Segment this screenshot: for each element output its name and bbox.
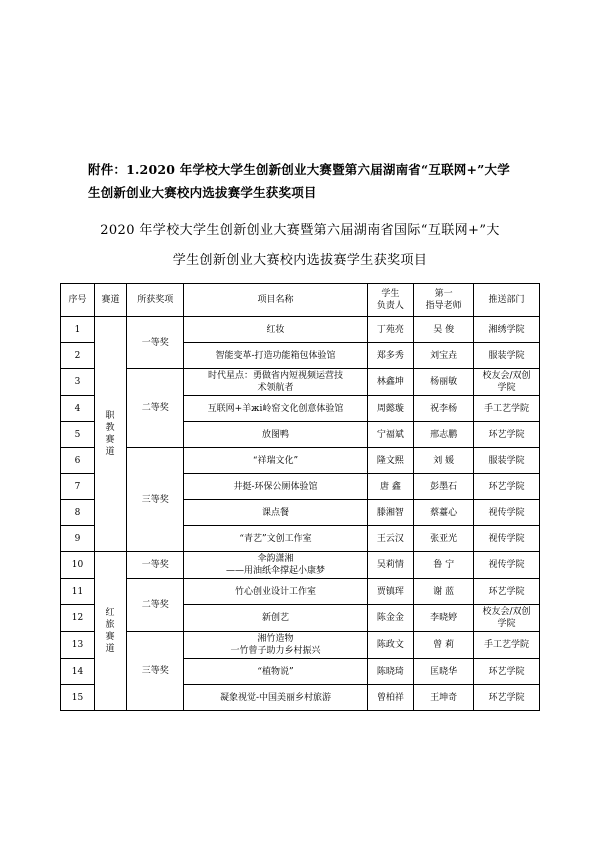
cell-teacher: 彭墨石 bbox=[414, 474, 474, 500]
cell-project-line2: 一竹曾子助力乡村振兴 bbox=[230, 646, 321, 656]
cell-teacher: 张亚光 bbox=[414, 526, 474, 552]
cell-project-line1: 伞韵潇湘 bbox=[257, 554, 294, 564]
cell-no: 8 bbox=[61, 500, 95, 526]
cell-no: 12 bbox=[61, 605, 95, 632]
cell-teacher: 李晓婷 bbox=[414, 605, 474, 632]
cell-project: 放图鸭 bbox=[184, 422, 367, 448]
cell-teacher: 蔡薹心 bbox=[414, 500, 474, 526]
cell-dept bbox=[473, 605, 539, 632]
table-body bbox=[61, 317, 540, 711]
cell-teacher: 吴 俊 bbox=[414, 317, 474, 343]
cell-teacher: 王坤奇 bbox=[414, 685, 474, 711]
cell-leader: 吴莉情 bbox=[367, 552, 414, 579]
cell-prize: 一等奖 bbox=[126, 552, 183, 579]
cell-dept: 服装学院 bbox=[473, 448, 539, 474]
cell-no: 6 bbox=[61, 448, 95, 474]
cell-teacher: 杨丽敏 bbox=[414, 369, 474, 396]
cell-dept-line2: 学院 bbox=[497, 383, 516, 393]
table-header-row bbox=[61, 284, 540, 317]
cell-project: 课点餐 bbox=[184, 500, 367, 526]
cell-project bbox=[184, 369, 367, 396]
cell-prize: 三等奖 bbox=[126, 632, 183, 711]
cell-teacher: 曾 莉 bbox=[414, 632, 474, 659]
header-leader-line1: 学生 bbox=[381, 289, 400, 299]
cell-dept: 环艺学院 bbox=[473, 685, 539, 711]
cell-prize: 二等奖 bbox=[126, 369, 183, 448]
cell-prize: 一等奖 bbox=[126, 317, 183, 369]
document-title-line1: 2020 年学校大学生创新创业大赛暨第六届湖南省国际“互联网+”大 bbox=[100, 223, 500, 238]
cell-teacher: 鲁 宁 bbox=[414, 552, 474, 579]
cell-project: 互联网+羊жі岭窑文化创意体验馆 bbox=[184, 396, 367, 422]
cell-dept: 视传学院 bbox=[473, 500, 539, 526]
cell-project: “祥瑞文化” bbox=[184, 448, 367, 474]
awards-table bbox=[60, 283, 540, 711]
cell-project: 凝象视觉-中国美丽乡村旅游 bbox=[184, 685, 367, 711]
header-no: 序号 bbox=[61, 284, 95, 317]
cell-teacher: 刘 媛 bbox=[414, 448, 474, 474]
cell-project bbox=[184, 552, 367, 579]
table-row bbox=[61, 632, 540, 659]
header-track: 赛道 bbox=[95, 284, 127, 317]
cell-teacher: 刘宝垚 bbox=[414, 343, 474, 369]
cell-project: 井挺-环保公厕体验馆 bbox=[184, 474, 367, 500]
table-row bbox=[61, 369, 540, 396]
cell-project-line1: 湘竹造物 bbox=[257, 634, 294, 644]
cell-leader: 丁苑亮 bbox=[367, 317, 414, 343]
cell-dept bbox=[473, 369, 539, 396]
cell-dept: 手工艺学院 bbox=[473, 632, 539, 659]
cell-no: 10 bbox=[61, 552, 95, 579]
cell-dept-line1: 校友会/双创 bbox=[482, 607, 531, 617]
cell-leader: 隆文熙 bbox=[367, 448, 414, 474]
cell-teacher: 匡晓华 bbox=[414, 659, 474, 685]
cell-no: 4 bbox=[61, 396, 95, 422]
cell-leader: 滕湘智 bbox=[367, 500, 414, 526]
cell-track: 红 旅 赛 道 bbox=[95, 552, 127, 711]
cell-prize: 二等奖 bbox=[126, 579, 183, 632]
cell-project: 新创艺 bbox=[184, 605, 367, 632]
cell-project: 红妆 bbox=[184, 317, 367, 343]
cell-dept: 环艺学院 bbox=[473, 579, 539, 605]
cell-leader: 唐 鑫 bbox=[367, 474, 414, 500]
header-teacher-line2: 指导老师 bbox=[425, 301, 462, 311]
cell-dept: 湘绣学院 bbox=[473, 317, 539, 343]
cell-dept: 环艺学院 bbox=[473, 422, 539, 448]
cell-project: “植物说” bbox=[184, 659, 367, 685]
header-prize: 所获奖项 bbox=[126, 284, 183, 317]
header-leader bbox=[367, 284, 414, 317]
cell-no: 9 bbox=[61, 526, 95, 552]
cell-no: 2 bbox=[61, 343, 95, 369]
cell-no: 3 bbox=[61, 369, 95, 396]
cell-no: 11 bbox=[61, 579, 95, 605]
header-dept: 推送部门 bbox=[473, 284, 539, 317]
cell-leader: 林鑫坤 bbox=[367, 369, 414, 396]
cell-teacher: 谢 蓝 bbox=[414, 579, 474, 605]
cell-dept: 服装学院 bbox=[473, 343, 539, 369]
cell-dept: 环艺学院 bbox=[473, 659, 539, 685]
attachment-title: 附件：1.2020 年学校大学生创新创业大赛暨第六届湖南省“互联网+”大学生创新创业大赛校内选拔赛学生获奖项目 bbox=[88, 162, 510, 200]
cell-no: 1 bbox=[61, 317, 95, 343]
cell-project: 智能变革-打造功能箱包体验馆 bbox=[184, 343, 367, 369]
cell-teacher: 祝李杨 bbox=[414, 396, 474, 422]
cell-dept: 视传学院 bbox=[473, 526, 539, 552]
header-teacher bbox=[414, 284, 474, 317]
cell-dept: 环艺学院 bbox=[473, 474, 539, 500]
cell-project-line2: ——用油纸伞撑起小康梦 bbox=[225, 566, 325, 576]
cell-leader: 周懿璇 bbox=[367, 396, 414, 422]
cell-leader: 陈晓琦 bbox=[367, 659, 414, 685]
cell-leader: 曾柏祥 bbox=[367, 685, 414, 711]
table-row bbox=[61, 552, 540, 579]
cell-no: 13 bbox=[61, 632, 95, 659]
cell-no: 5 bbox=[61, 422, 95, 448]
cell-leader: 贾镇珲 bbox=[367, 579, 414, 605]
cell-dept: 手工艺学院 bbox=[473, 396, 539, 422]
cell-no: 14 bbox=[61, 659, 95, 685]
table-row bbox=[61, 448, 540, 474]
cell-dept-line1: 校友会/双创 bbox=[482, 371, 531, 381]
table-header bbox=[61, 284, 540, 317]
document-title-line2: 学生创新创业大赛校内选拔赛学生获奖项目 bbox=[172, 253, 428, 268]
cell-teacher: 邢志鹏 bbox=[414, 422, 474, 448]
cell-leader: 王云汉 bbox=[367, 526, 414, 552]
cell-dept-line2: 学院 bbox=[497, 619, 516, 629]
cell-leader: 陈政文 bbox=[367, 632, 414, 659]
table-row bbox=[61, 579, 540, 605]
cell-project: “青艺”文创工作室 bbox=[184, 526, 367, 552]
cell-project-line2: 术领航者 bbox=[257, 383, 294, 393]
header-teacher-line1: 第一 bbox=[434, 289, 453, 299]
document-title bbox=[60, 216, 540, 276]
cell-no: 15 bbox=[61, 685, 95, 711]
cell-prize: 三等奖 bbox=[126, 448, 183, 552]
cell-project bbox=[184, 632, 367, 659]
cell-dept: 视传学院 bbox=[473, 552, 539, 579]
cell-leader: 宁福斌 bbox=[367, 422, 414, 448]
cell-no: 7 bbox=[61, 474, 95, 500]
cell-leader: 郑多秀 bbox=[367, 343, 414, 369]
cell-project-line1: 时代星点：勇做省内短视频运营技 bbox=[207, 371, 343, 381]
header-leader-line2: 负责人 bbox=[376, 301, 404, 311]
cell-project: 竹心创业设计工作室 bbox=[184, 579, 367, 605]
cell-track: 职 教 赛 道 bbox=[95, 317, 127, 552]
header-project: 项目名称 bbox=[184, 284, 367, 317]
table-row bbox=[61, 317, 540, 343]
cell-leader: 陈金金 bbox=[367, 605, 414, 632]
